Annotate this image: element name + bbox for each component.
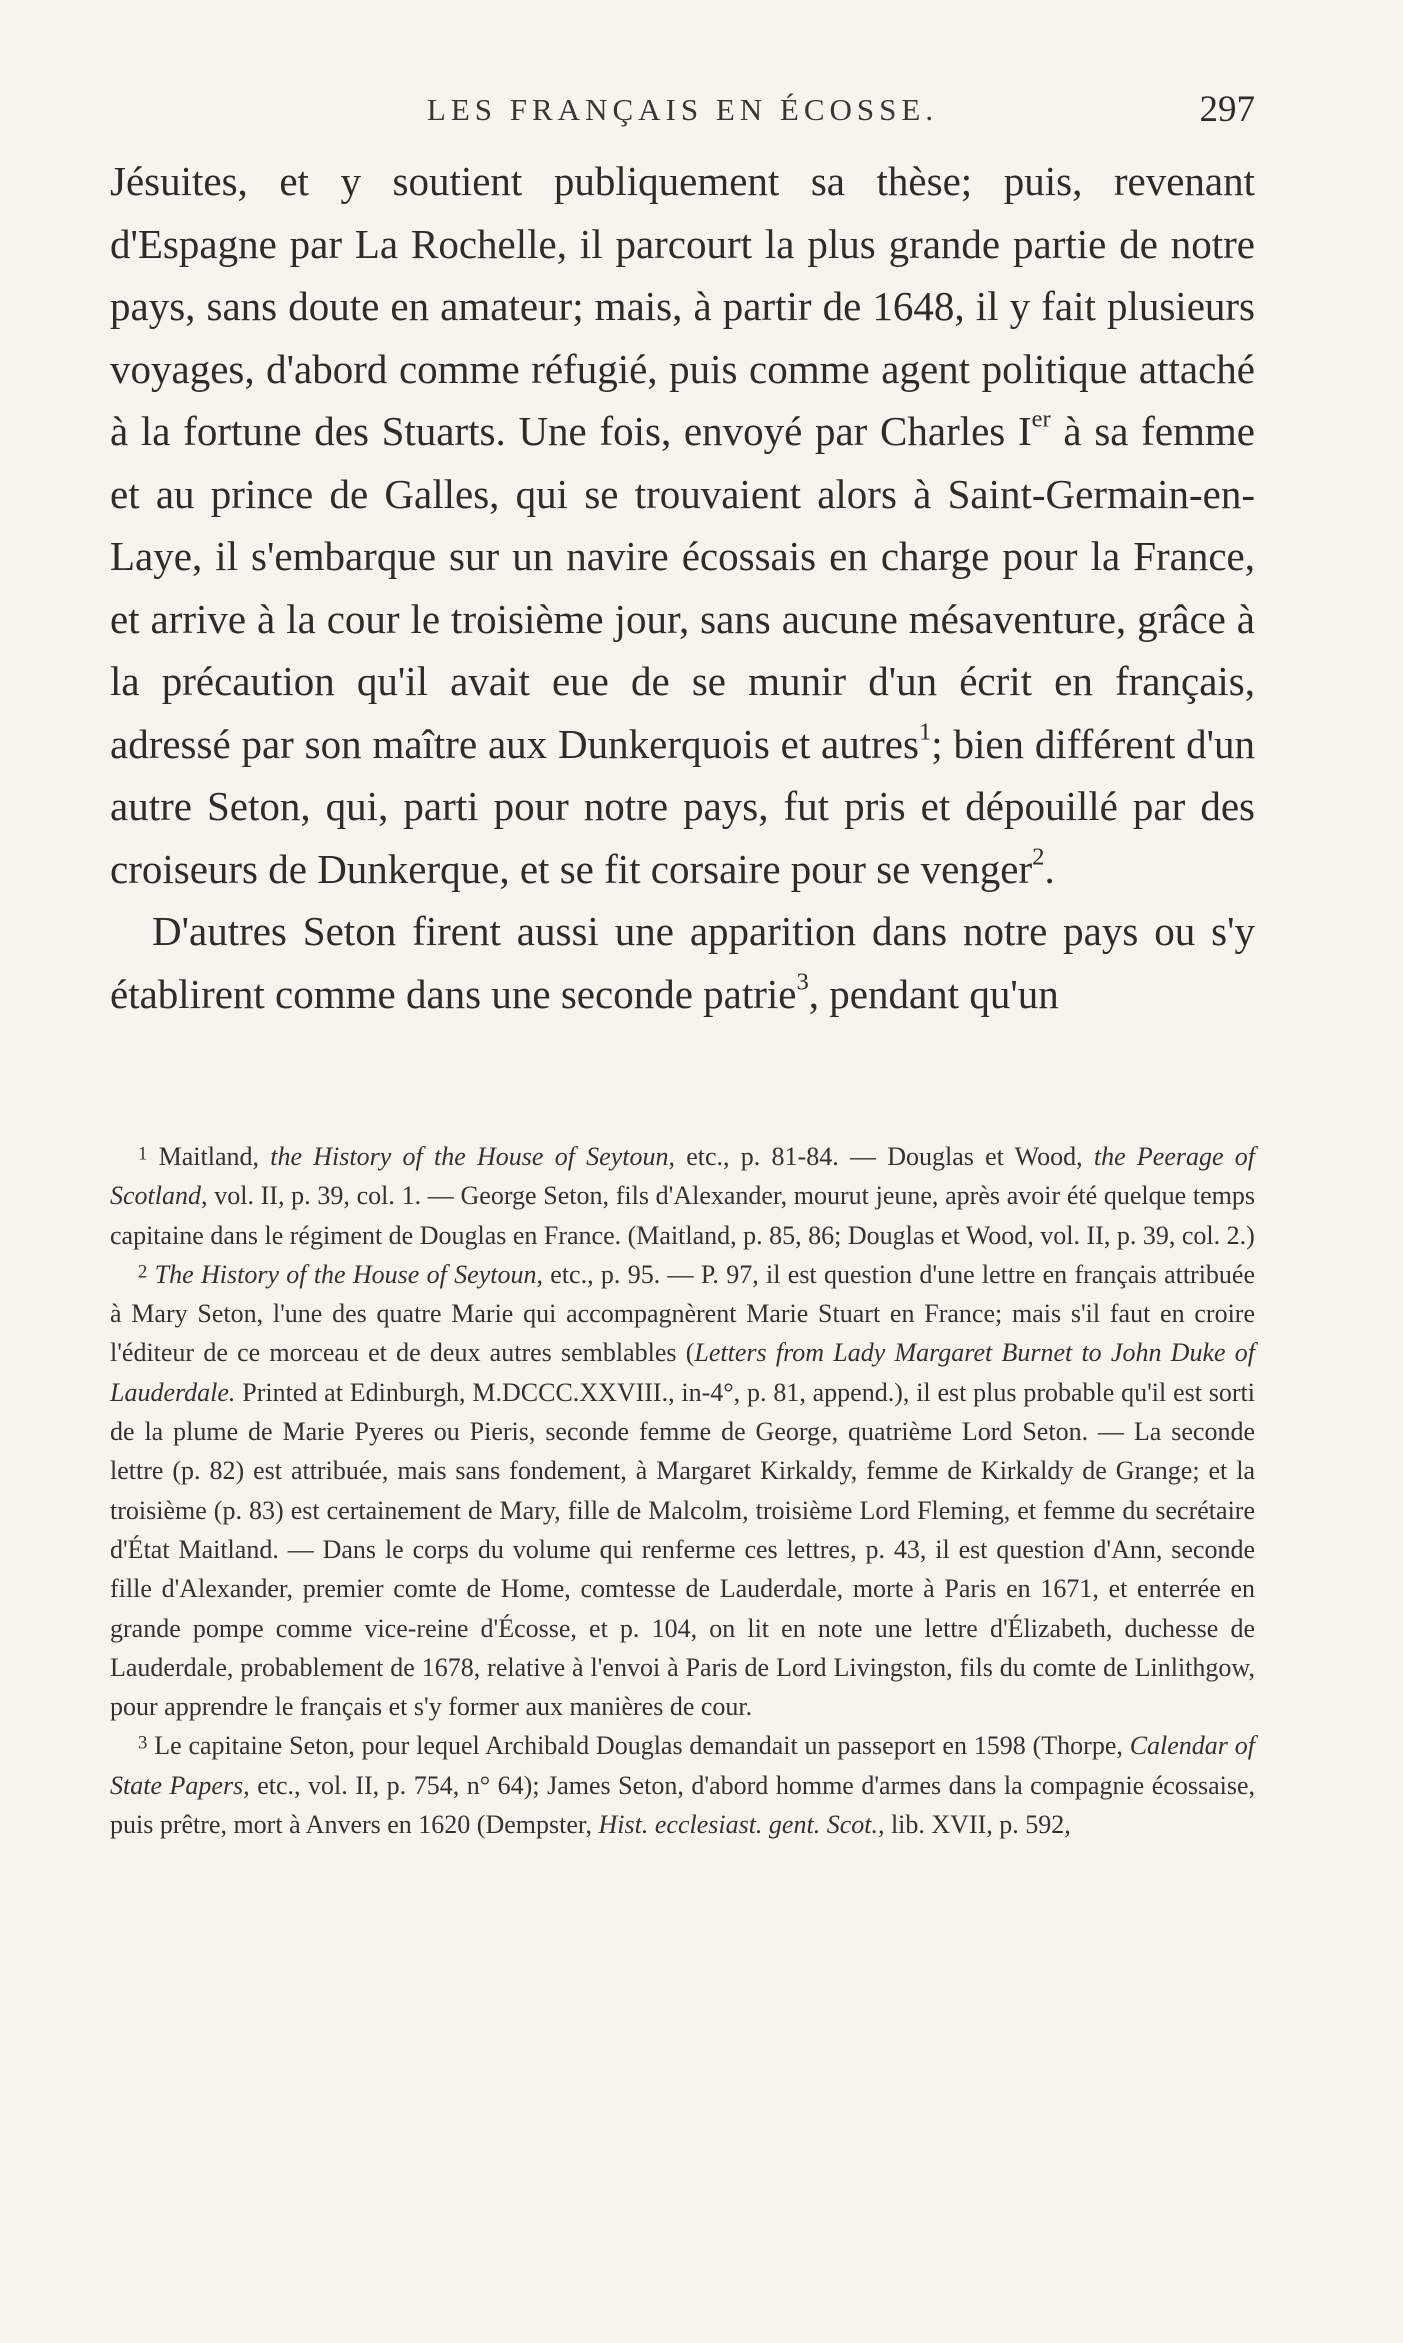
paragraph-1-part-a: Jésuites, et y soutient publiquement sa thèse; puis, revenant d'Espagne par La Rochelle, il parcourt la plus grande partie de notre pays, sans doute en amateur; mais, à partir de 1648, il y fait plusieurs voyages, d'abord comme réfugié, puis comme agent politique attaché à la fortune des Stuarts. Une fois, envoyé par Charles I (110, 158, 1255, 454)
page-header (110, 89, 1255, 136)
paragraph-2 (110, 900, 1255, 1025)
footnote-2-text-2: etc., p. 95. — P. 97, il est question d'une lettre en français attribuée à Mary Seton, l'une des quatre Marie qui accompagnèrent Marie Stuart en France; mais s'il faut en croire l'éditeur de ce morceau et de deux autres semblables ( (110, 1259, 1256, 1368)
footnote-1-title-1: the History of the House of Seytoun, (270, 1142, 675, 1171)
footnote-1-text-1: Maitland, (147, 1142, 271, 1171)
footnote-2-title-1: The History of the House of Seytoun, (154, 1259, 543, 1289)
running-title: LES FRANÇAIS EN ÉCOSSE. (426, 92, 939, 127)
paragraph-2-part-a: D'autres Seton firent aussi une apparition dans notre pays ou s'y établirent comme dans une seconde patrie (110, 908, 1255, 1017)
footnote-1-text-2: etc., p. 81-84. — Douglas et Wood, (674, 1142, 1094, 1171)
footnote-3-title-1: Calendar of State Papers, (110, 1731, 1255, 1800)
footnote-1-title-2: the Peerage of Scotland, (110, 1142, 1256, 1211)
footnote-1-text-3: vol. II, p. 39, col. 1. — George Seton, fils d'Alexander, mourut jeune, après avoir été quelque temps capitaine dans le régiment de Douglas en France. (Maitland, p. 85, 86; Douglas et Wood, vol. II, p. 39, col. 2.) (110, 1181, 1255, 1250)
footnote-2 (110, 1255, 1255, 1727)
footnotes (110, 1137, 1255, 1844)
superscript-er: er (1031, 405, 1051, 433)
footnote-3-title-2: Hist. ecclesiast. gent. Scot., (598, 1810, 885, 1840)
paragraph-2-part-b: , pendant qu'un (808, 970, 1059, 1017)
footnote-2-text-1 (147, 1260, 154, 1289)
footnote-2-mark: 2 (138, 1261, 148, 1283)
main-text (110, 150, 1255, 1025)
footnote-3-mark: 3 (138, 1732, 148, 1754)
footnote-ref-2: 2 (1032, 843, 1045, 871)
footnote-2-text-3: Printed at Edinburgh, M.DCCC.XXVIII., in-4°, p. 81, append.), il est plus probable qu'il est sorti de la plume de Marie Pyeres ou Pieris, seconde femme de George, quatrième Lord Seton. — La seconde lettre (p. 82) est attribuée, mais sans fondement, à Margaret Kirkaldy, femme de Kirkaldy de Grange; et la troisième (p. 83) est certainement de Mary, fille de Malcolm, troisième Lord Fleming, et femme du secrétaire d'État Maitland. — Dans le corps du volume qui renferme ces lettres, p. 43, il est question d'Ann, seconde fille d'Alexander, premier comte de Home, comtesse de Lauderdale, morte à Paris en 1671, et enterrée en grande pompe comme vice-reine d'Écosse, et p. 104, on lit en note une lettre d'Élizabeth, duchesse de Lauderdale, probablement de 1678, relative à l'envoi à Paris de Lord Livingston, fils du comte de Linlithgow, pour apprendre le français et s'y former aux manières de cour. (110, 1377, 1255, 1722)
paragraph-1-part-d: . (1044, 845, 1055, 892)
page-number: 297 (1199, 89, 1255, 130)
footnote-3-text-1: Le capitaine Seton, pour lequel Archibald Douglas demandait un passeport en 1598 (Thorpe, (147, 1731, 1130, 1761)
footnote-ref-3: 3 (796, 968, 809, 996)
paragraph-1-part-c: ; bien différent d'un autre Seton, qui, parti pour notre pays, fut pris et dépouillé par des croiseurs de Dunkerque, et se fit corsaire pour se venger (110, 720, 1255, 892)
footnote-3-text-3: lib. XVII, p. 592, (884, 1810, 1071, 1840)
paragraph-1 (110, 150, 1255, 900)
footnote-3 (110, 1726, 1255, 1844)
footnote-2-title-2: Letters from Lady Margaret Burnet to John Duke of Lauderdale. (110, 1338, 1255, 1407)
footnote-1 (110, 1137, 1255, 1255)
paragraph-1-part-b: à sa femme et au prince de Galles, qui se trouvaient alors à Saint-Germain-en-Laye, il s'embarque sur un navire écossais en charge pour la France, et arrive à la cour le troisième jour, sans aucune mésaventure, grâce à la précaution qu'il avait eue de se munir d'un écrit en français, adressé par son maître aux Dunkerquois et autres (110, 408, 1255, 767)
footnote-ref-1: 1 (918, 718, 932, 746)
footnote-1-mark: 1 (138, 1143, 148, 1165)
footnote-3-text-2: etc., vol. II, p. 754, n° 64); James Seton, d'abord homme d'armes dans la compagnie écossaise, puis prêtre, mort à Anvers en 1620 (Dempster, (110, 1770, 1255, 1840)
